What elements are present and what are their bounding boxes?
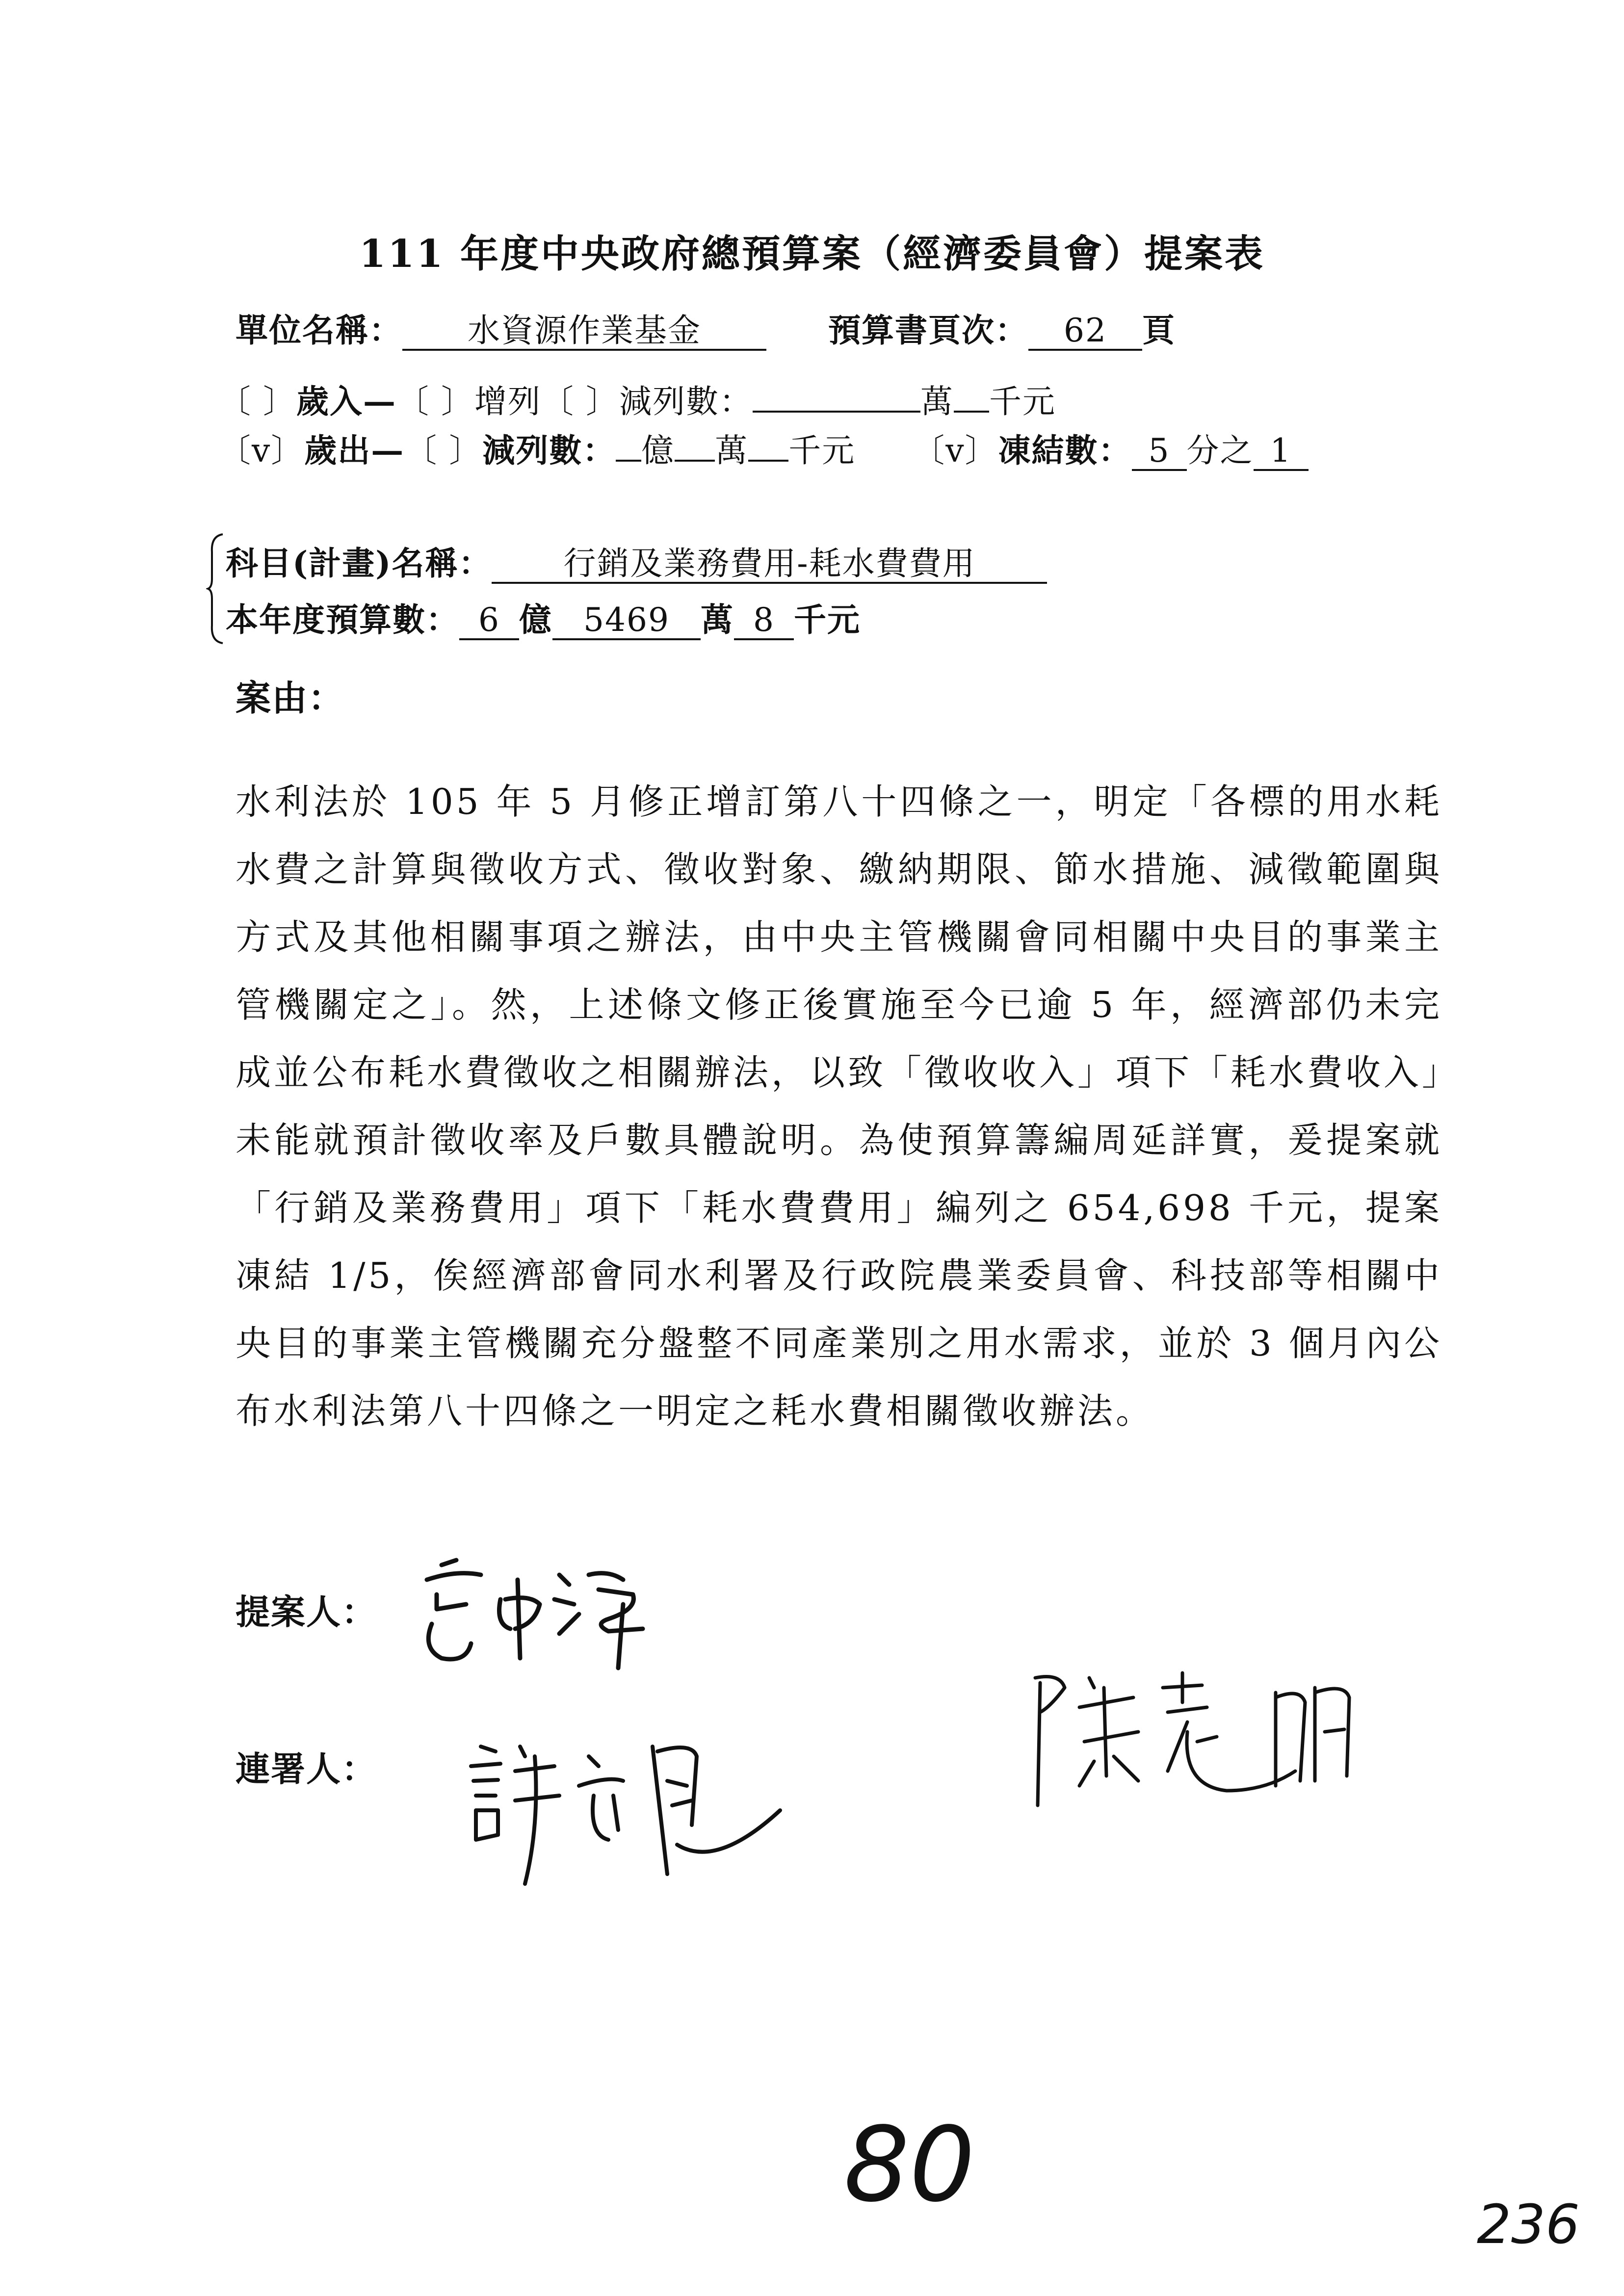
handwritten-page-number: 80 [844, 2105, 975, 2225]
freeze-num: 5 [1132, 433, 1187, 471]
unit-line [236, 304, 1176, 351]
revenue-increase: 〔 〕增列 [396, 383, 541, 420]
corner-page-number: 236 [1477, 2193, 1580, 2256]
revenue-label: 歲入— [296, 382, 396, 420]
freeze-label: 凍結數： [998, 431, 1132, 470]
budget-label: 本年度預算數： [226, 600, 459, 639]
expense-decrease-label: 減列數： [482, 431, 616, 470]
revenue-blank-2 [954, 411, 989, 413]
cosigner-label: 連署人： [236, 1748, 377, 1789]
subject-line [226, 537, 1047, 584]
budget-line [226, 594, 861, 640]
freeze-checkbox: 〔v〕 [912, 432, 998, 470]
budget-wan-value: 5469 [552, 602, 701, 640]
revenue-decrease: 〔 〕減列數： [541, 383, 753, 420]
cosigner-signature-2 [1021, 1658, 1393, 1820]
budget-qian-value: 8 [734, 602, 794, 640]
revenue-qian: 千元 [989, 383, 1056, 420]
expense-blank-qian [748, 460, 788, 462]
expense-line [218, 424, 1309, 471]
budget-wan: 萬 [701, 600, 734, 639]
budget-yi-value: 6 [459, 602, 519, 640]
subject-label: 科目(計畫)名稱： [226, 544, 492, 582]
budget-page-label: 預算書頁次： [828, 311, 1028, 349]
unit-label: 單位名稱： [236, 311, 402, 349]
proposer-label: 提案人： [236, 1592, 377, 1632]
subject-value: 行銷及業務費用-耗水費費用 [492, 546, 1047, 584]
expense-yi: 億 [641, 432, 675, 470]
revenue-blank [753, 411, 920, 413]
reason-label: 案由： [236, 677, 345, 719]
expense-wan: 萬 [715, 432, 749, 470]
budget-yi: 億 [519, 600, 552, 639]
revenue-line [218, 375, 1056, 422]
expense-blank-yi [616, 460, 641, 462]
budget-qian: 千元 [794, 600, 861, 639]
freeze-den: 1 [1254, 433, 1309, 471]
revenue-wan: 萬 [920, 383, 954, 420]
reason-text: 水利法於 105 年 5 月修正增訂第八十四條之一，明定「各標的用水耗水費之計算與徵收方式、徵收對象、繳納期限、節水措施、減徵範圍與方式及其他相關事項之辦法，由中央主管機關會同相關中央目的事業主管機關定之」。然，上述條文修正後實施至今已逾 5 年，經濟部仍未完成並公布耗水費徵收之相關辦法，以致「徵收收入」項下「耗水費收入」未能就預計徵收率及戶數具體說明。為使預算籌編周延詳實，爰提案就「行銷及業務費用」項下「耗水費費用」編列之 654,698 千元，提案凍結 1/5，俟經濟部會同水利署及行政院農業委員會、科技部等相關中央目的事業主管機關充分盤整不同產業別之用水需求，並於 3 個月內公布水利法第八十四條之一明定之耗水費相關徵收辦法。 [236, 781, 1443, 1432]
proposer-signature [412, 1545, 687, 1678]
page-title: 111 年度中央政府總預算案（經濟委員會）提案表 [359, 232, 1265, 276]
brace-icon [206, 532, 226, 645]
expense-blank-wan [675, 460, 715, 462]
budget-page-suffix: 頁 [1142, 311, 1176, 349]
freeze-mid: 分之 [1186, 432, 1254, 470]
cosigner-signature-1 [461, 1727, 814, 1894]
expense-label: 歲出— [304, 431, 405, 470]
revenue-checkbox: 〔 〕 [218, 383, 296, 420]
expense-decrease-box: 〔 〕 [404, 432, 483, 470]
budget-page-value: 62 [1028, 313, 1142, 351]
expense-checkbox: 〔v〕 [218, 432, 305, 470]
expense-qian: 千元 [788, 432, 856, 470]
unit-value: 水資源作業基金 [402, 313, 766, 351]
